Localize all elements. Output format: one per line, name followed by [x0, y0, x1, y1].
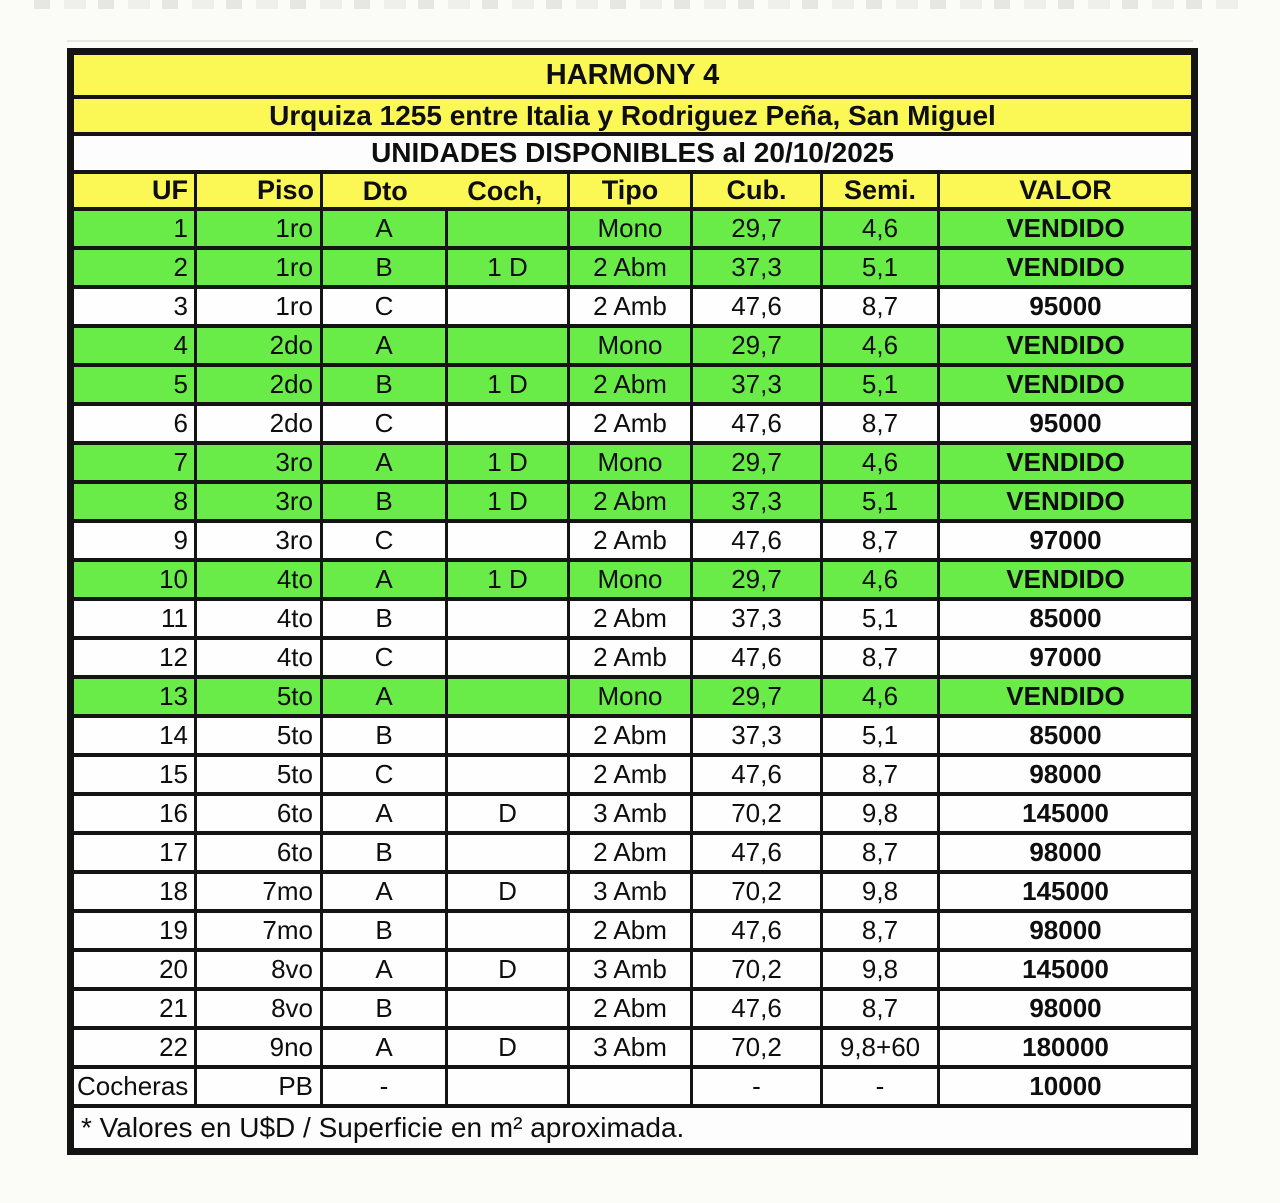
table-row [71, 209, 1195, 248]
table-row [71, 833, 1195, 872]
cell-coch: D [447, 1028, 569, 1067]
table-row [71, 794, 1195, 833]
cell-valor: 85000 [939, 716, 1195, 755]
cell-dto: A [322, 794, 447, 833]
cell-piso: 6to [196, 794, 322, 833]
cell-coch: D [447, 794, 569, 833]
table-row [71, 716, 1195, 755]
cell-uf: 4 [71, 326, 196, 365]
cell-cub: 70,2 [692, 1028, 822, 1067]
cell-tipo: Mono [569, 443, 692, 482]
cell-coch: 1 D [447, 560, 569, 599]
cell-semi: 4,6 [822, 443, 939, 482]
cell-uf: 9 [71, 521, 196, 560]
cell-uf: 3 [71, 287, 196, 326]
subtitle-row [71, 134, 1195, 172]
units-table-body [71, 209, 1195, 1106]
building-address: Urquiza 1255 entre Italia y Rodriguez Peña, San Miguel [71, 97, 1195, 134]
table-row [71, 560, 1195, 599]
cell-dto: C [322, 404, 447, 443]
table-row [71, 911, 1195, 950]
cell-uf: 10 [71, 560, 196, 599]
cell-dto: B [322, 833, 447, 872]
cell-piso: 9no [196, 1028, 322, 1067]
cell-tipo: 2 Abm [569, 989, 692, 1028]
cell-uf: 6 [71, 404, 196, 443]
cell-tipo: 2 Abm [569, 482, 692, 521]
cell-valor: 85000 [939, 599, 1195, 638]
address-row [71, 97, 1195, 134]
cell-piso: 2do [196, 365, 322, 404]
availability-subtitle: UNIDADES DISPONIBLES al 20/10/2025 [71, 134, 1195, 172]
table-row [71, 599, 1195, 638]
cell-piso: 4to [196, 638, 322, 677]
cell-semi: 8,7 [822, 404, 939, 443]
footnote-text: * Valores en U$D / Superficie en m² aproximada. [71, 1106, 1195, 1152]
scan-artifact-top [34, 0, 1244, 9]
cell-cub: 47,6 [692, 638, 822, 677]
cell-dto: A [322, 872, 447, 911]
cell-piso: 2do [196, 404, 322, 443]
cell-valor: VENDIDO [939, 365, 1195, 404]
cell-dto: B [322, 482, 447, 521]
cell-semi: 4,6 [822, 677, 939, 716]
cell-semi: 5,1 [822, 248, 939, 287]
cell-valor: 10000 [939, 1067, 1195, 1106]
cell-piso: 1ro [196, 248, 322, 287]
cell-coch [447, 521, 569, 560]
cell-semi: 4,6 [822, 326, 939, 365]
cell-tipo: Mono [569, 326, 692, 365]
table-row [71, 248, 1195, 287]
cell-valor: VENDIDO [939, 443, 1195, 482]
cell-valor: 95000 [939, 404, 1195, 443]
table-row [71, 443, 1195, 482]
page-title: HARMONY 4 [71, 52, 1195, 98]
cell-semi: 8,7 [822, 911, 939, 950]
column-header-valor: VALOR [939, 172, 1195, 209]
footnote-row [71, 1106, 1195, 1152]
cell-valor: 95000 [939, 287, 1195, 326]
cell-semi: 9,8+60 [822, 1028, 939, 1067]
cell-tipo: 3 Abm [569, 1028, 692, 1067]
cell-valor: VENDIDO [939, 560, 1195, 599]
cell-dto: C [322, 521, 447, 560]
cell-tipo: 2 Amb [569, 404, 692, 443]
cell-tipo: Mono [569, 560, 692, 599]
cell-coch: 1 D [447, 248, 569, 287]
cell-coch [447, 911, 569, 950]
cell-piso: 6to [196, 833, 322, 872]
cell-dto: B [322, 365, 447, 404]
cell-piso: 3ro [196, 521, 322, 560]
table-row [71, 950, 1195, 989]
cell-semi: 9,8 [822, 794, 939, 833]
cell-coch [447, 326, 569, 365]
cell-cub: 29,7 [692, 443, 822, 482]
table-row [71, 1028, 1195, 1067]
cell-dto: B [322, 248, 447, 287]
cell-coch [447, 755, 569, 794]
cell-semi: 8,7 [822, 989, 939, 1028]
cell-valor: 145000 [939, 872, 1195, 911]
cell-dto: - [322, 1067, 447, 1106]
units-table [67, 48, 1198, 1155]
table-row [71, 365, 1195, 404]
cell-cub: - [692, 1067, 822, 1106]
cell-tipo: 2 Abm [569, 911, 692, 950]
cell-dto: A [322, 443, 447, 482]
cell-cub: 37,3 [692, 365, 822, 404]
cell-valor: 97000 [939, 521, 1195, 560]
table-row [71, 482, 1195, 521]
cell-dto: A [322, 560, 447, 599]
cell-uf: 16 [71, 794, 196, 833]
cell-semi: 9,8 [822, 872, 939, 911]
cell-piso: 5to [196, 755, 322, 794]
cell-semi: 8,7 [822, 638, 939, 677]
cell-semi: 8,7 [822, 287, 939, 326]
cell-cub: 47,6 [692, 833, 822, 872]
table-row [71, 1067, 1195, 1106]
cell-uf: 5 [71, 365, 196, 404]
cell-dto: A [322, 677, 447, 716]
cell-tipo: 3 Amb [569, 950, 692, 989]
cell-uf: 11 [71, 599, 196, 638]
cell-uf: 15 [71, 755, 196, 794]
cell-valor: 97000 [939, 638, 1195, 677]
cell-cub: 70,2 [692, 794, 822, 833]
cell-dto: C [322, 638, 447, 677]
cell-dto: B [322, 599, 447, 638]
cell-tipo: 2 Amb [569, 638, 692, 677]
cell-tipo: Mono [569, 209, 692, 248]
cell-coch [447, 677, 569, 716]
cell-coch: D [447, 872, 569, 911]
cell-uf: 21 [71, 989, 196, 1028]
column-header-row [71, 172, 1195, 209]
cell-uf: 1 [71, 209, 196, 248]
cell-tipo: 2 Amb [569, 755, 692, 794]
cell-uf: 18 [71, 872, 196, 911]
cell-semi: 8,7 [822, 521, 939, 560]
cell-uf: 19 [71, 911, 196, 950]
cell-cub: 37,3 [692, 599, 822, 638]
cell-coch [447, 404, 569, 443]
cell-tipo: 2 Abm [569, 833, 692, 872]
cell-coch [447, 287, 569, 326]
cell-coch [447, 209, 569, 248]
column-header-cub: Cub. [692, 172, 822, 209]
cell-valor: 98000 [939, 911, 1195, 950]
cell-cub: 47,6 [692, 521, 822, 560]
cell-semi: - [822, 1067, 939, 1106]
cell-tipo [569, 1067, 692, 1106]
cell-piso: 4to [196, 560, 322, 599]
cell-valor: 98000 [939, 989, 1195, 1028]
cell-piso: 8vo [196, 950, 322, 989]
table-row [71, 677, 1195, 716]
cell-valor: 145000 [939, 950, 1195, 989]
cell-tipo: 2 Amb [569, 287, 692, 326]
table-row [71, 287, 1195, 326]
cell-dto: B [322, 911, 447, 950]
cell-coch [447, 638, 569, 677]
cell-semi: 8,7 [822, 755, 939, 794]
cell-cub: 29,7 [692, 209, 822, 248]
cell-cub: 29,7 [692, 326, 822, 365]
cell-valor: VENDIDO [939, 326, 1195, 365]
cell-piso: 5to [196, 716, 322, 755]
cell-dto: A [322, 1028, 447, 1067]
cell-uf: 22 [71, 1028, 196, 1067]
cell-piso: 3ro [196, 443, 322, 482]
cell-coch [447, 833, 569, 872]
table-row [71, 755, 1195, 794]
cell-cub: 37,3 [692, 482, 822, 521]
cell-cub: 47,6 [692, 989, 822, 1028]
cell-coch [447, 716, 569, 755]
cell-piso: 5to [196, 677, 322, 716]
cell-semi: 5,1 [822, 482, 939, 521]
cell-tipo: 3 Amb [569, 794, 692, 833]
cell-valor: 98000 [939, 833, 1195, 872]
cell-uf: 8 [71, 482, 196, 521]
cell-piso: 2do [196, 326, 322, 365]
cell-uf: 13 [71, 677, 196, 716]
cell-piso: PB [196, 1067, 322, 1106]
table-row [71, 872, 1195, 911]
cell-piso: 7mo [196, 872, 322, 911]
cell-piso: 3ro [196, 482, 322, 521]
column-header-dto-coch [322, 172, 569, 209]
cell-tipo: Mono [569, 677, 692, 716]
cell-cub: 70,2 [692, 950, 822, 989]
cell-coch [447, 989, 569, 1028]
column-header-uf: UF [71, 172, 196, 209]
cell-semi: 4,6 [822, 209, 939, 248]
cell-valor: VENDIDO [939, 209, 1195, 248]
cell-uf: 14 [71, 716, 196, 755]
cell-uf: 2 [71, 248, 196, 287]
cell-tipo: 3 Amb [569, 872, 692, 911]
cell-piso: 1ro [196, 209, 322, 248]
column-header-tipo: Tipo [569, 172, 692, 209]
cell-tipo: 2 Amb [569, 521, 692, 560]
table-row [71, 326, 1195, 365]
cell-semi: 8,7 [822, 833, 939, 872]
cell-semi: 4,6 [822, 560, 939, 599]
cell-coch: 1 D [447, 443, 569, 482]
cell-coch [447, 1067, 569, 1106]
scan-ghost-line [67, 40, 1193, 42]
cell-cub: 47,6 [692, 404, 822, 443]
cell-valor: VENDIDO [939, 248, 1195, 287]
cell-cub: 47,6 [692, 287, 822, 326]
cell-cub: 37,3 [692, 716, 822, 755]
cell-coch: D [447, 950, 569, 989]
cell-valor: 145000 [939, 794, 1195, 833]
column-header-dto: Dto [362, 175, 408, 206]
cell-cub: 29,7 [692, 560, 822, 599]
table-row [71, 404, 1195, 443]
cell-tipo: 2 Abm [569, 599, 692, 638]
cell-valor: 180000 [939, 1028, 1195, 1067]
cell-uf: 7 [71, 443, 196, 482]
cell-piso: 7mo [196, 911, 322, 950]
cell-dto: C [322, 755, 447, 794]
cell-piso: 4to [196, 599, 322, 638]
cell-piso: 1ro [196, 287, 322, 326]
cell-coch: 1 D [447, 482, 569, 521]
cell-coch: 1 D [447, 365, 569, 404]
column-header-piso: Piso [196, 172, 322, 209]
cell-tipo: 2 Abm [569, 365, 692, 404]
column-header-semi: Semi. [822, 172, 939, 209]
cell-cub: 47,6 [692, 755, 822, 794]
cell-tipo: 2 Abm [569, 716, 692, 755]
cell-tipo: 2 Abm [569, 248, 692, 287]
cell-uf: Cocheras [71, 1067, 196, 1106]
cell-semi: 9,8 [822, 950, 939, 989]
column-header-coch: Coch, [467, 175, 543, 206]
table-row [71, 638, 1195, 677]
cell-semi: 5,1 [822, 599, 939, 638]
table-row [71, 989, 1195, 1028]
cell-uf: 20 [71, 950, 196, 989]
table-row [71, 521, 1195, 560]
cell-cub: 70,2 [692, 872, 822, 911]
title-row [71, 52, 1195, 98]
cell-piso: 8vo [196, 989, 322, 1028]
cell-cub: 47,6 [692, 911, 822, 950]
cell-cub: 29,7 [692, 677, 822, 716]
cell-dto: A [322, 209, 447, 248]
cell-coch [447, 599, 569, 638]
cell-uf: 12 [71, 638, 196, 677]
cell-dto: C [322, 287, 447, 326]
cell-dto: A [322, 950, 447, 989]
cell-dto: B [322, 989, 447, 1028]
cell-valor: 98000 [939, 755, 1195, 794]
cell-semi: 5,1 [822, 365, 939, 404]
cell-valor: VENDIDO [939, 482, 1195, 521]
cell-dto: A [322, 326, 447, 365]
cell-uf: 17 [71, 833, 196, 872]
cell-valor: VENDIDO [939, 677, 1195, 716]
cell-cub: 37,3 [692, 248, 822, 287]
cell-dto: B [322, 716, 447, 755]
cell-semi: 5,1 [822, 716, 939, 755]
